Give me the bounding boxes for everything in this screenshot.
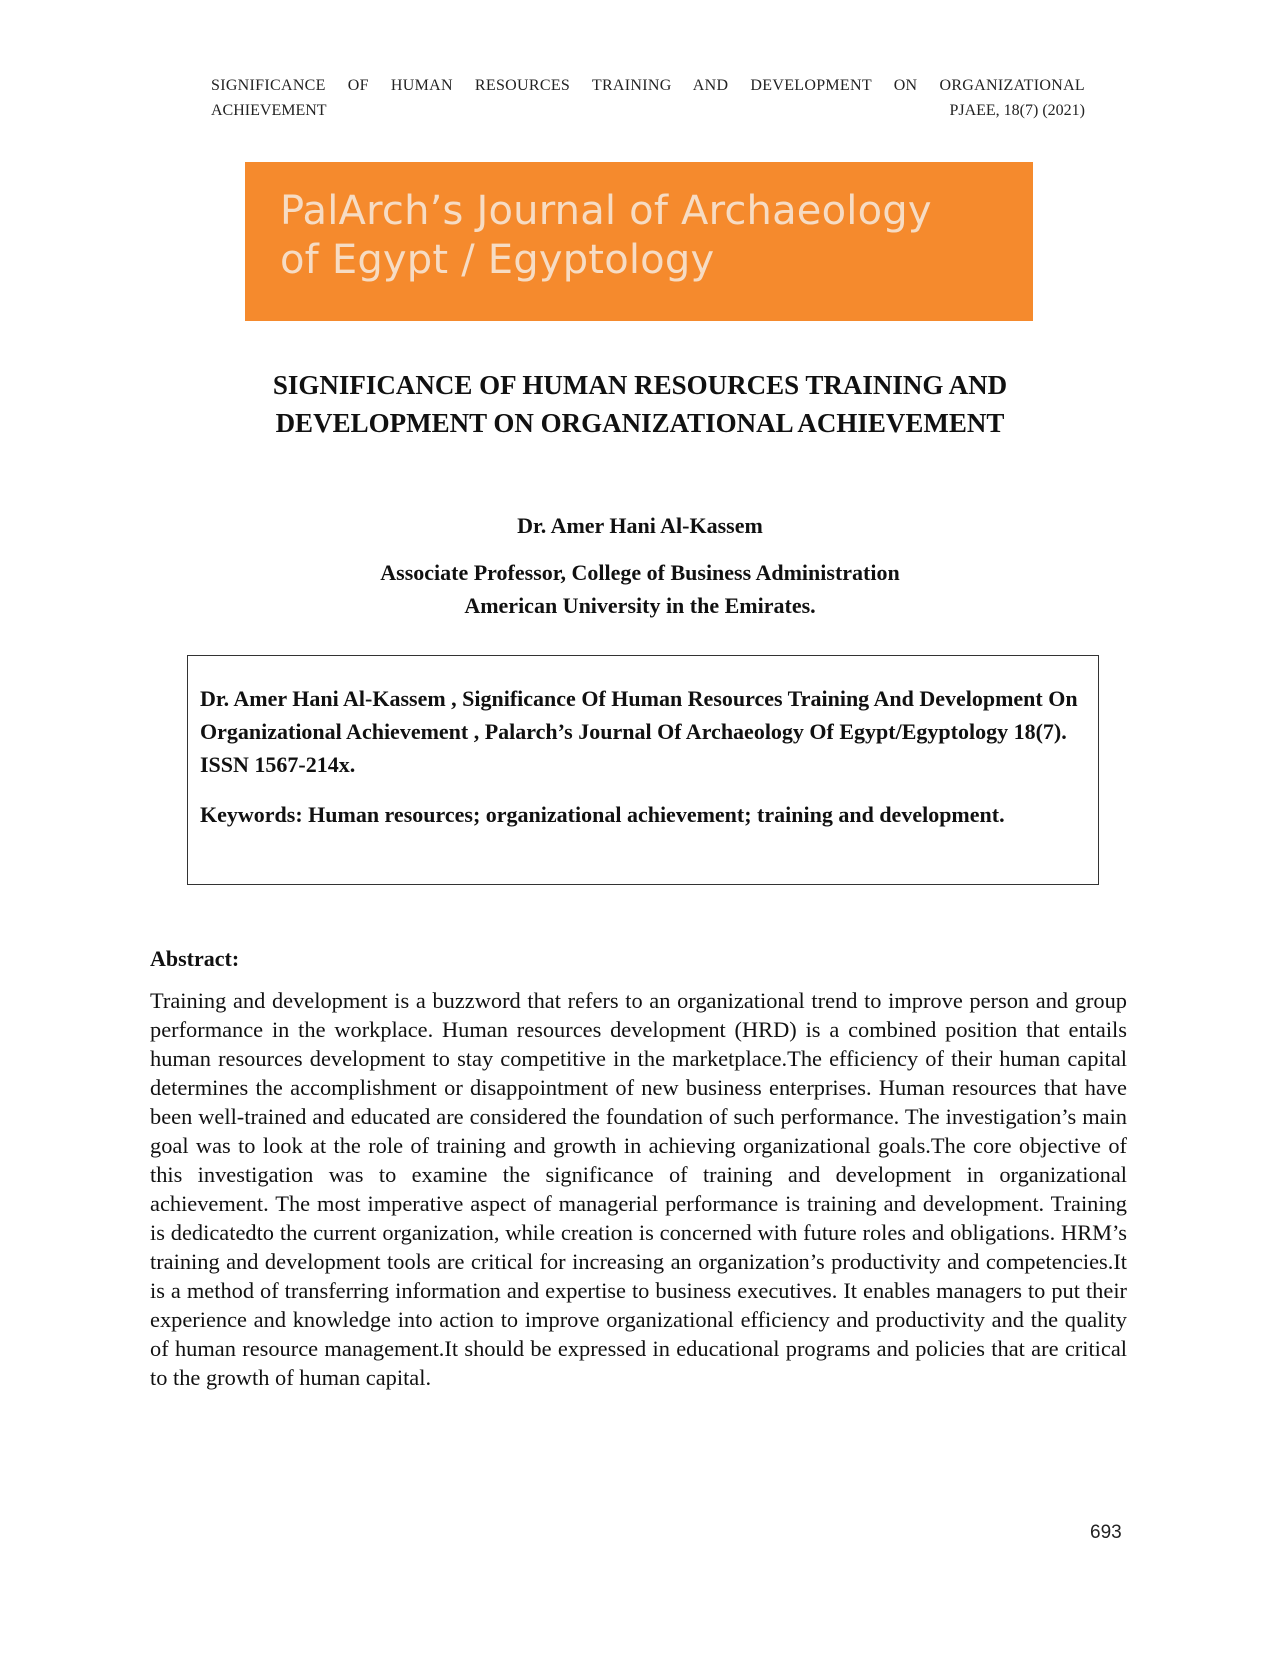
running-header-line2 xyxy=(211,98,1085,123)
citation-text: Dr. Amer Hani Al-Kassem , Significance Of Human Resources Training And Development On Organizational Achievement , Palarch’s Journal Of Archaeology Of Egypt/Egyptology 18(7). ISSN 1567-214x. xyxy=(200,686,1078,777)
journal-banner-logo xyxy=(245,162,1033,321)
abstract-body: Training and development is a buzzword that refers to an organizational trend to improve person and group performance in the workplace. Human resources development (HRD) is a combined position that entails human resources development to stay competitive in the marketplace.The efficiency of their human capital determines the accomplishment or disappointment of new business enterprises. Human resources that have been well-trained and educated are considered the foundation of such performance. The investigation’s main goal was to look at the role of training and growth in achieving organizational goals.The core objective of this investigation was to examine the significance of training and development in organizational achievement. The most imperative aspect of managerial performance is training and development. Training is dedicatedto the current organization, while creation is concerned with future roles and obligations. HRM’s training and development tools are critical for increasing an organization’s productivity and competencies.It is a method of transferring information and expertise to business executives. It enables managers to put their experience and knowledge into action to improve organizational efficiency and productivity and the quality of human resource management.It should be expressed in educational programs and policies that are critical to the growth of human capital. xyxy=(150,988,1127,1390)
running-header xyxy=(211,73,1085,123)
running-header-title: SIGNIFICANCE OF HUMAN RESOURCES TRAINING AND DEVELOPMENT ON ORGANIZATIONAL xyxy=(211,77,1085,94)
paper-title xyxy=(160,366,1120,442)
paper-title-line1: SIGNIFICANCE OF HUMAN RESOURCES TRAINING AND xyxy=(272,370,1008,400)
citation-box xyxy=(187,655,1099,885)
running-header-title-end: ACHIEVEMENT xyxy=(211,102,327,119)
abstract-heading: Abstract: xyxy=(150,946,240,971)
keywords: Keywords: Human resources; organizational achievement; training and development. xyxy=(200,802,1005,827)
journal-citation-short: PJAEE, 18(7) (2021) xyxy=(949,102,1085,119)
affiliation-position: Associate Professor, College of Business Administration xyxy=(380,560,900,585)
page-number: 693 xyxy=(1090,1522,1122,1543)
author-name: Dr. Amer Hani Al-Kassem xyxy=(517,513,763,538)
affiliation-institution: American University in the Emirates. xyxy=(464,593,816,618)
journal-banner-line2: of Egypt / Egyptology xyxy=(280,237,715,283)
paper-title-line2: DEVELOPMENT ON ORGANIZATIONAL ACHIEVEMENT xyxy=(275,408,1005,438)
journal-banner-line1: PalArch’s Journal of Archaeology xyxy=(280,188,932,234)
journal-banner-text xyxy=(280,187,932,285)
author-affiliation xyxy=(160,556,1120,622)
